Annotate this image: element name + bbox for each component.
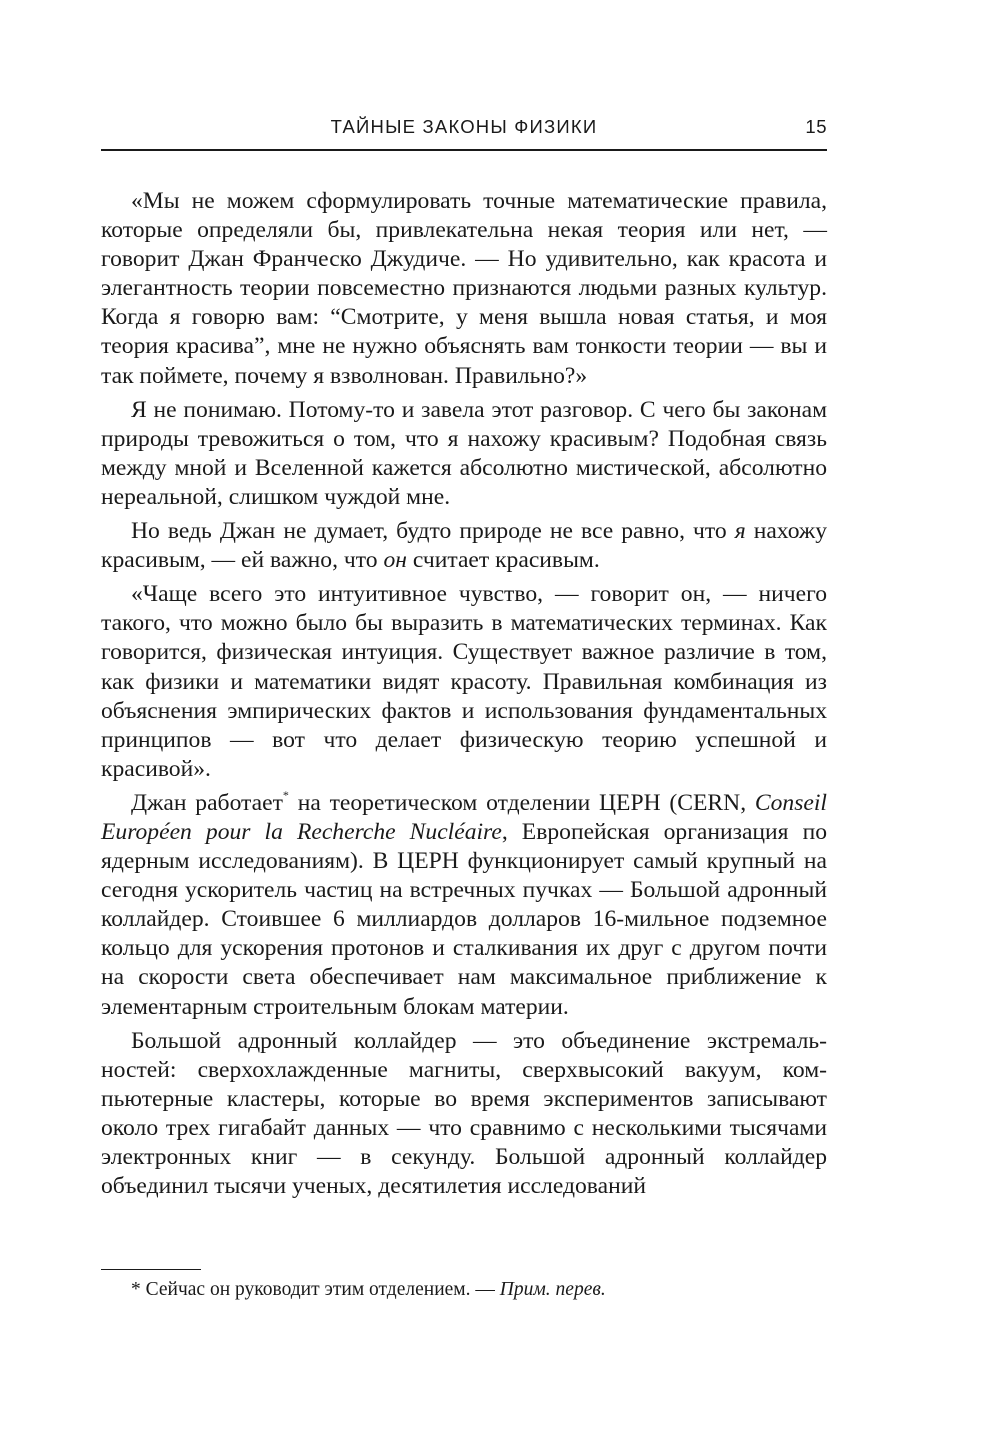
footnote-text: * Сейчас он руководит этим отделением. — (131, 1279, 500, 1300)
footnote (131, 1277, 827, 1303)
page-number: 15 (805, 116, 827, 137)
running-title: ТАЙНЫЕ ЗАКОНЫ ФИЗИКИ (330, 116, 598, 137)
paragraph-6: Большой адронный коллайдер — это объединение экстремальностей: сверхохлажденные магниты, сверхвысокий вакуум, компьютерные кластеры, которые во время экспериментов записывают около трех гигабайт данных — что сравнимо с несколькими тысячами электронных книг — в секунду. Большой адронный коллайдер объединил тысячи ученых, десятилетия исследований (101, 1027, 827, 1200)
running-head (101, 112, 827, 142)
paragraph-3-part-2: нахожу красивым, — ей важно, что (101, 518, 828, 574)
body-text (101, 187, 827, 1201)
footnote-italic: Прим. перев. (499, 1279, 606, 1300)
paragraph-5 (101, 789, 827, 1022)
paragraph-4: «Чаще всего это интуитивное чувство, — говорит он, — ничего такого, что можно было бы выразить в математических терминах. Как говорится, физическая интуиция. Существует важное различие в том, как физики и математики видят красоту. Правильная комбинация из объяснения эмпирических фактов и использования фундаментальных принципов — вот что делает физическую теорию успешной и красивой». (101, 581, 827, 782)
header-rule (101, 149, 827, 151)
paragraph-2: Я не понимаю. Потому-то и завела этот разговор. С чего бы законам природы тревожиться о том, что я нахожу красивым? Подобная связь между мной и Вселенной кажется абсолютно мистической, абсолютно нереальной, слишком чуждой мне. (101, 396, 827, 510)
paragraph-3-italic-2: он (383, 547, 407, 574)
paragraph-5-italic: Conseil Européen pour la Recherche Nucléaire (101, 789, 827, 845)
paragraph-1: «Мы не можем сформулировать точные математические правила, которые определяли бы, привлекательна некая теория или нет, — говорит Джан Франческо Джудиче. — Но удивительно, как красота и элегантность теории повсеместно признаются людьми разных культур. Когда я говорю вам: “Смотрите, у меня вышла новая статья, и моя теория красива”, мне не нужно объяснять вам тонкости теории — вы и так поймете, почему я взволнован. Правильно?» (101, 188, 827, 389)
book-page (101, 0, 827, 1447)
paragraph-3-part-3: считает красивым. (406, 547, 600, 574)
paragraph-5-part-3: , Европейская организация по ядерным исследованиям). В ЦЕРН функционирует самый крупный на сегодня ускоритель частиц на встречных пучках — Большой адронный коллайдер. Стоившее 6 миллиардов долларов 16-мильное подземное кольцо для ускорения протонов и сталкивания их друг с другом почти на скорости света обеспечивает нам максимальное приближение к элементарным строительным блокам материи. (101, 818, 828, 1020)
paragraph-3-italic-1: я (734, 518, 746, 545)
paragraph-3 (101, 517, 827, 575)
paragraph-3-part-1: Но ведь Джан не думает, будто природе не все равно, что (131, 518, 735, 545)
footnote-reference-mark: * (282, 787, 289, 802)
paragraph-5-part-1: Джан работает (131, 789, 283, 816)
footnote-rule (101, 1269, 201, 1270)
paragraph-5-part-2: на теоретическом отделении ЦЕРН (CERN, (288, 789, 755, 816)
